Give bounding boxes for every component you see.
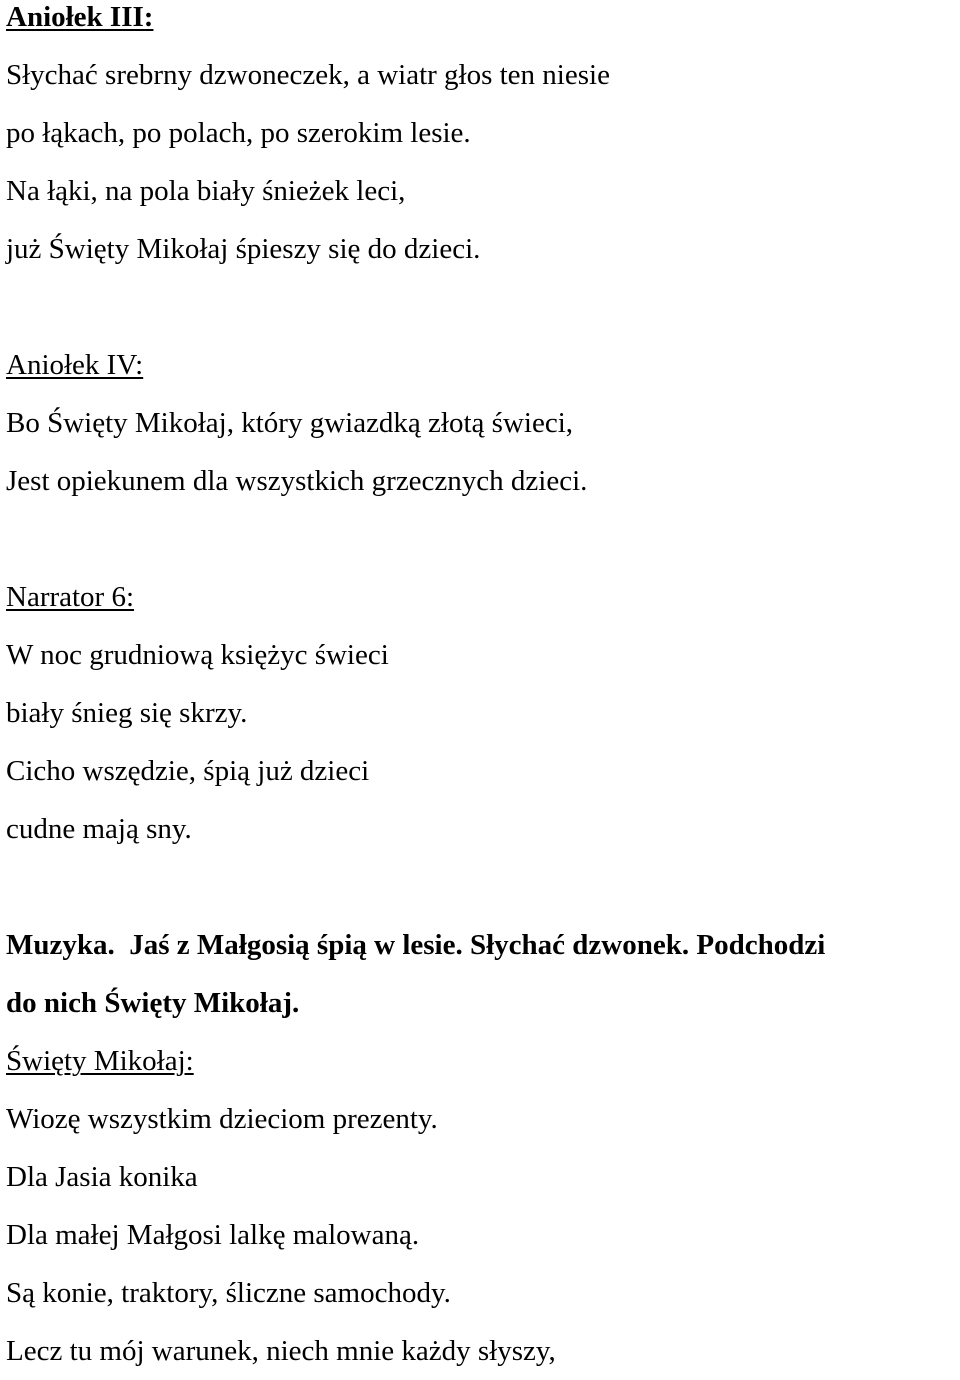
verse-line: Lecz tu mój warunek, niech mnie każdy słyszy, [6, 1335, 556, 1367]
verse-line: po łąkach, po polach, po szerokim lesie. [6, 117, 471, 149]
stage-direction-line: do nich Święty Mikołaj. [6, 987, 300, 1019]
document-page [6, 0, 956, 1380]
verse-line: już Święty Mikołaj śpieszy się do dzieci. [6, 233, 481, 265]
verse-line: Wiozę wszystkim dzieciom prezenty. [6, 1103, 438, 1135]
spacer [6, 510, 956, 568]
verse-line: Jest opiekunem dla wszystkich grzecznych dzieci. [6, 465, 588, 497]
section-aniolek-iv [6, 336, 956, 510]
spacer [6, 858, 956, 916]
verse-line: Na łąki, na pola biały śnieżek leci, [6, 175, 406, 207]
stage-direction-line: Muzyka. Jaś z Małgosią śpią w lesie. Słychać dzwonek. Podchodzi [6, 929, 826, 961]
verse-line: Dla Jasia konika [6, 1161, 198, 1193]
section-heading: Aniołek IV: [6, 349, 144, 381]
verse-line: Słychać srebrny dzwoneczek, a wiatr głos ten niesie [6, 59, 610, 91]
verse-line: Są konie, traktory, śliczne samochody. [6, 1277, 451, 1309]
section-aniolek-iii [6, 0, 956, 278]
section-narrator-6 [6, 568, 956, 858]
verse-line: biały śnieg się skrzy. [6, 697, 248, 729]
section-heading: Narrator 6: [6, 581, 135, 613]
verse-line: Bo Święty Mikołaj, który gwiazdką złotą świeci, [6, 407, 574, 439]
verse-line: W noc grudniową księżyc świeci [6, 639, 389, 671]
verse-line: Cicho wszędzie, śpią już dzieci [6, 755, 370, 787]
section-swiety-mikolaj [6, 1032, 956, 1380]
section-heading: Święty Mikołaj: [6, 1045, 194, 1077]
spacer [6, 278, 956, 336]
verse-line: Dla małej Małgosi lalkę malowaną. [6, 1219, 420, 1251]
section-heading: Aniołek III: [6, 1, 154, 33]
stage-direction [6, 916, 956, 1032]
verse-line: cudne mają sny. [6, 813, 192, 845]
